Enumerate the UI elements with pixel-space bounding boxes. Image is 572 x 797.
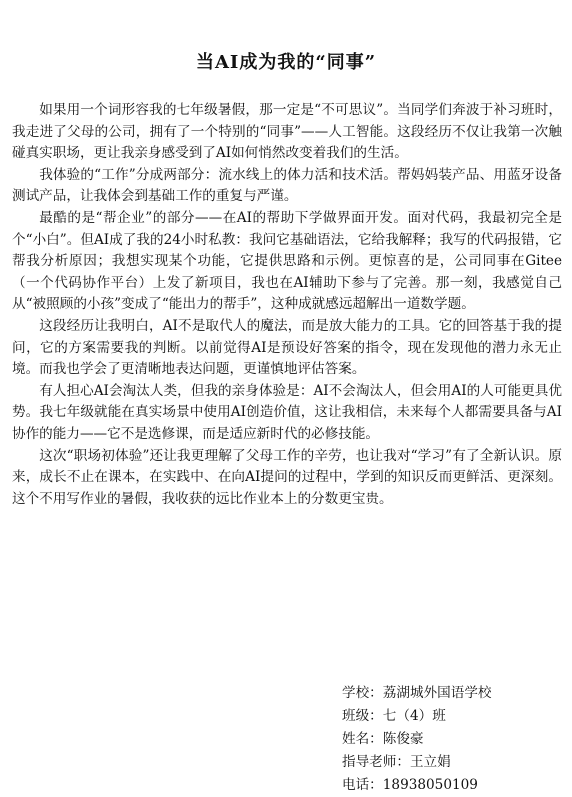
essay-body <box>12 100 562 510</box>
essay-title: 当AI成为我的“同事” <box>195 52 377 73</box>
name-line: 姓名：陈俊豪 <box>342 731 424 747</box>
teacher-line: 指导老师：王立娟 <box>342 754 451 770</box>
paragraph-2: 我体验的“工作”分成两部分：流水线上的体力活和技术活。帮妈妈装产品、用蓝牙设备测试产品，让我体会到基础工作的重复与严谨。 <box>12 166 562 205</box>
school-line: 学校：荔湖城外国语学校 <box>342 685 492 701</box>
paragraph-6: 这次“职场初体验”还让我更理解了父母工作的辛劳，也让我对“学习”有了全新认识。原来，成长不止在课本，在实践中、在向AI提问的过程中，学到的知识反而更鲜活、更深刻。这个不用写作业的暑假，我收获的远比作业本上的分数更宝贵。 <box>12 447 562 507</box>
author-info <box>342 682 492 797</box>
paragraph-5: 有人担心AI会淘汰人类，但我的亲身体验是：AI不会淘汰人，但会用AI的人可能更具优势。我七年级就能在真实场景中使用AI创造价值，这让我相信，未来每个人都需要具备与AI协作的能力——它不是选修课，而是适应新时代的必修技能。 <box>12 382 562 442</box>
class-line: 班级：七（4）班 <box>342 708 446 724</box>
paragraph-3: 最酷的是“帮企业”的部分——在AI的帮助下学做界面开发。面对代码，我最初完全是个“小白”。但AI成了我的24小时私教：我问它基础语法，它给我解释；我写的代码报错，它帮我分析原因；我想实现某个功能，它提供思路和示例。更惊喜的是，公司同事在Gitee（一个代码协作平台）上发了新项目，我也在AI辅助下参与了完善。那一刻，我感觉自己从“被照顾的小孩”变成了“能出力的帮手”，这种成就感远超解出一道数学题。 <box>12 209 562 313</box>
paragraph-1: 如果用一个词形容我的七年级暑假，那一定是“不可思议”。当同学们奔波于补习班时，我走进了父母的公司，拥有了一个特别的“同事”——人工智能。这段经历不仅让我第一次触碰真实职场，更让我亲身感受到了AI如何悄然改变着我们的生活。 <box>12 102 562 162</box>
phone-line: 电话：18938050109 <box>342 777 478 793</box>
paragraph-4: 这段经历让我明白，AI不是取代人的魔法，而是放大能力的工具。它的回答基于我的提问，它的方案需要我的判断。以前觉得AI是预设好答案的指令，现在发现他的潜力永无止境。而我也学会了更清晰地表达问题，更谨慎地评估答案。 <box>12 317 562 378</box>
